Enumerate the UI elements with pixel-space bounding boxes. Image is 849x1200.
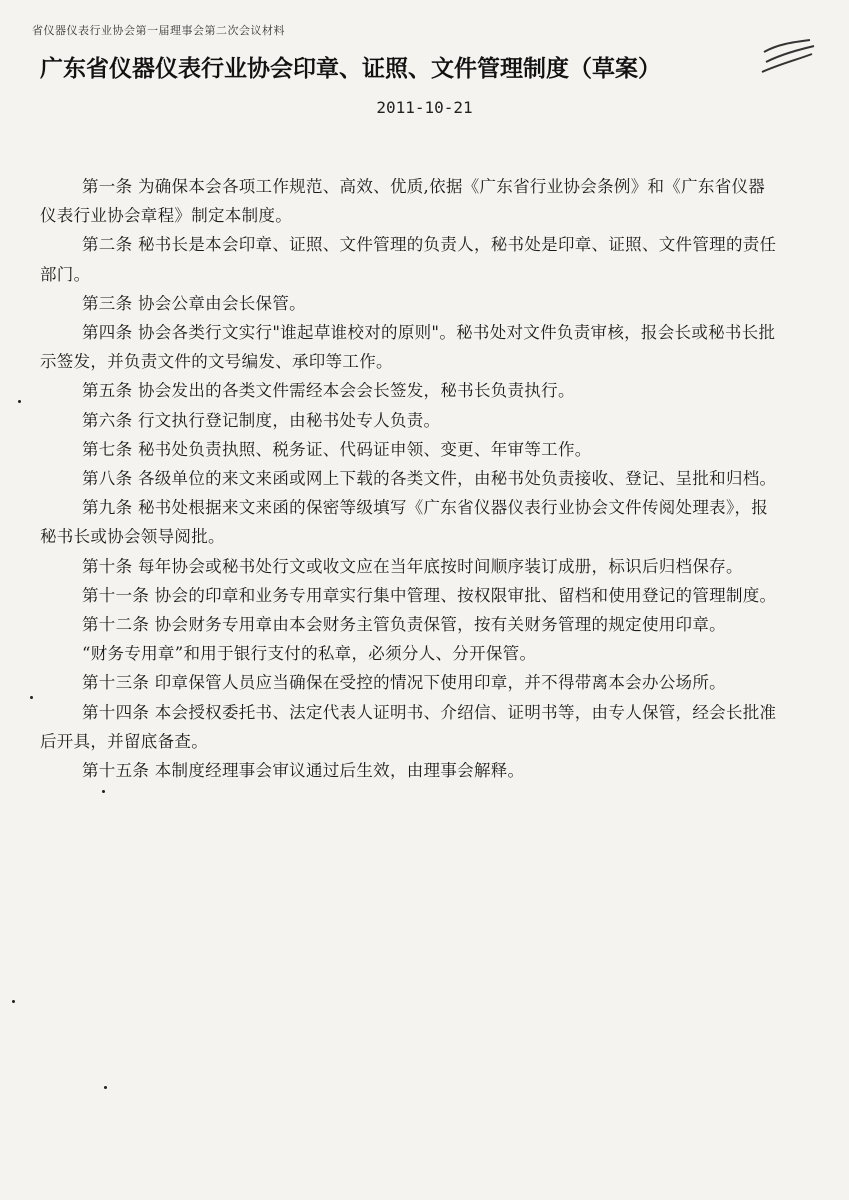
article-1: 第一条 为确保本会各项工作规范、高效、优质,依据《广东省行业协会条例》和《广东省仪器仪表行业协会章程》制定本制度。	[40, 177, 766, 226]
article-14: 第十四条 本会授权委托书、法定代表人证明书、介绍信、证明书等，由专人保管，经会长批准后开具，并留底备查。	[40, 702, 777, 751]
article-11: 第十一条 协会的印章和业务专用章实行集中管理、按权限审批、留档和使用登记的管理制度。	[82, 585, 777, 605]
article-2: 第二条 秘书长是本会印章、证照、文件管理的负责人，秘书处是印章、证照、文件管理的责任部门。	[40, 235, 777, 284]
article-12-note: “财务专用章”和用于银行支付的私章，必须分人、分开保管。	[82, 644, 537, 664]
article-12: 第十二条 协会财务专用章由本会财务主管负责保管，按有关财务管理的规定使用印章。	[82, 615, 726, 635]
header-note: 省仪器仪表行业协会第一届理事会第二次会议材料	[32, 24, 285, 37]
article-7: 第七条 秘书处负责执照、税务证、代码证申领、变更、年审等工作。	[82, 439, 592, 459]
article-10: 第十条 每年协会或秘书处行文或收文应在当年底按时间顺序装订成册，标识后归档保存。	[82, 556, 743, 576]
scan-speck	[18, 400, 21, 403]
document-title: 广东省仪器仪表行业协会印章、证照、文件管理制度（草案）	[40, 56, 661, 82]
scan-speck	[104, 1086, 107, 1089]
article-8: 第八条 各级单位的来文来函或网上下载的各类文件，由秘书处负责接收、登记、呈批和归档。	[82, 469, 777, 489]
document-date: 2011-10-21	[376, 98, 473, 117]
article-6: 第六条 行文执行登记制度，由秘书处专人负责。	[82, 410, 441, 430]
article-5: 第五条 协会发出的各类文件需经本会会长签发，秘书长负责执行。	[82, 381, 575, 401]
article-9: 第九条 秘书处根据来文来函的保密等级填写《广东省仪器仪表行业协会文件传阅处理表》，报秘书长或协会领导阅批。	[40, 498, 769, 547]
scan-speck	[12, 1000, 15, 1003]
scan-speck	[102, 790, 105, 793]
handwritten-mark	[758, 38, 818, 78]
article-3: 第三条 协会公章由会长保管。	[82, 293, 306, 313]
scan-speck	[30, 696, 33, 699]
article-4: 第四条 协会各类行文实行"谁起草谁校对的原则"。秘书处对文件负责审核，报会长或秘书长批示签发，并负责文件的文号编发、承印等工作。	[40, 323, 776, 372]
article-15: 第十五条 本制度经理事会审议通过后生效，由理事会解释。	[82, 761, 525, 781]
article-13: 第十三条 印章保管人员应当确保在受控的情况下使用印章，并不得带离本会办公场所。	[82, 673, 726, 693]
document-body	[40, 172, 780, 785]
